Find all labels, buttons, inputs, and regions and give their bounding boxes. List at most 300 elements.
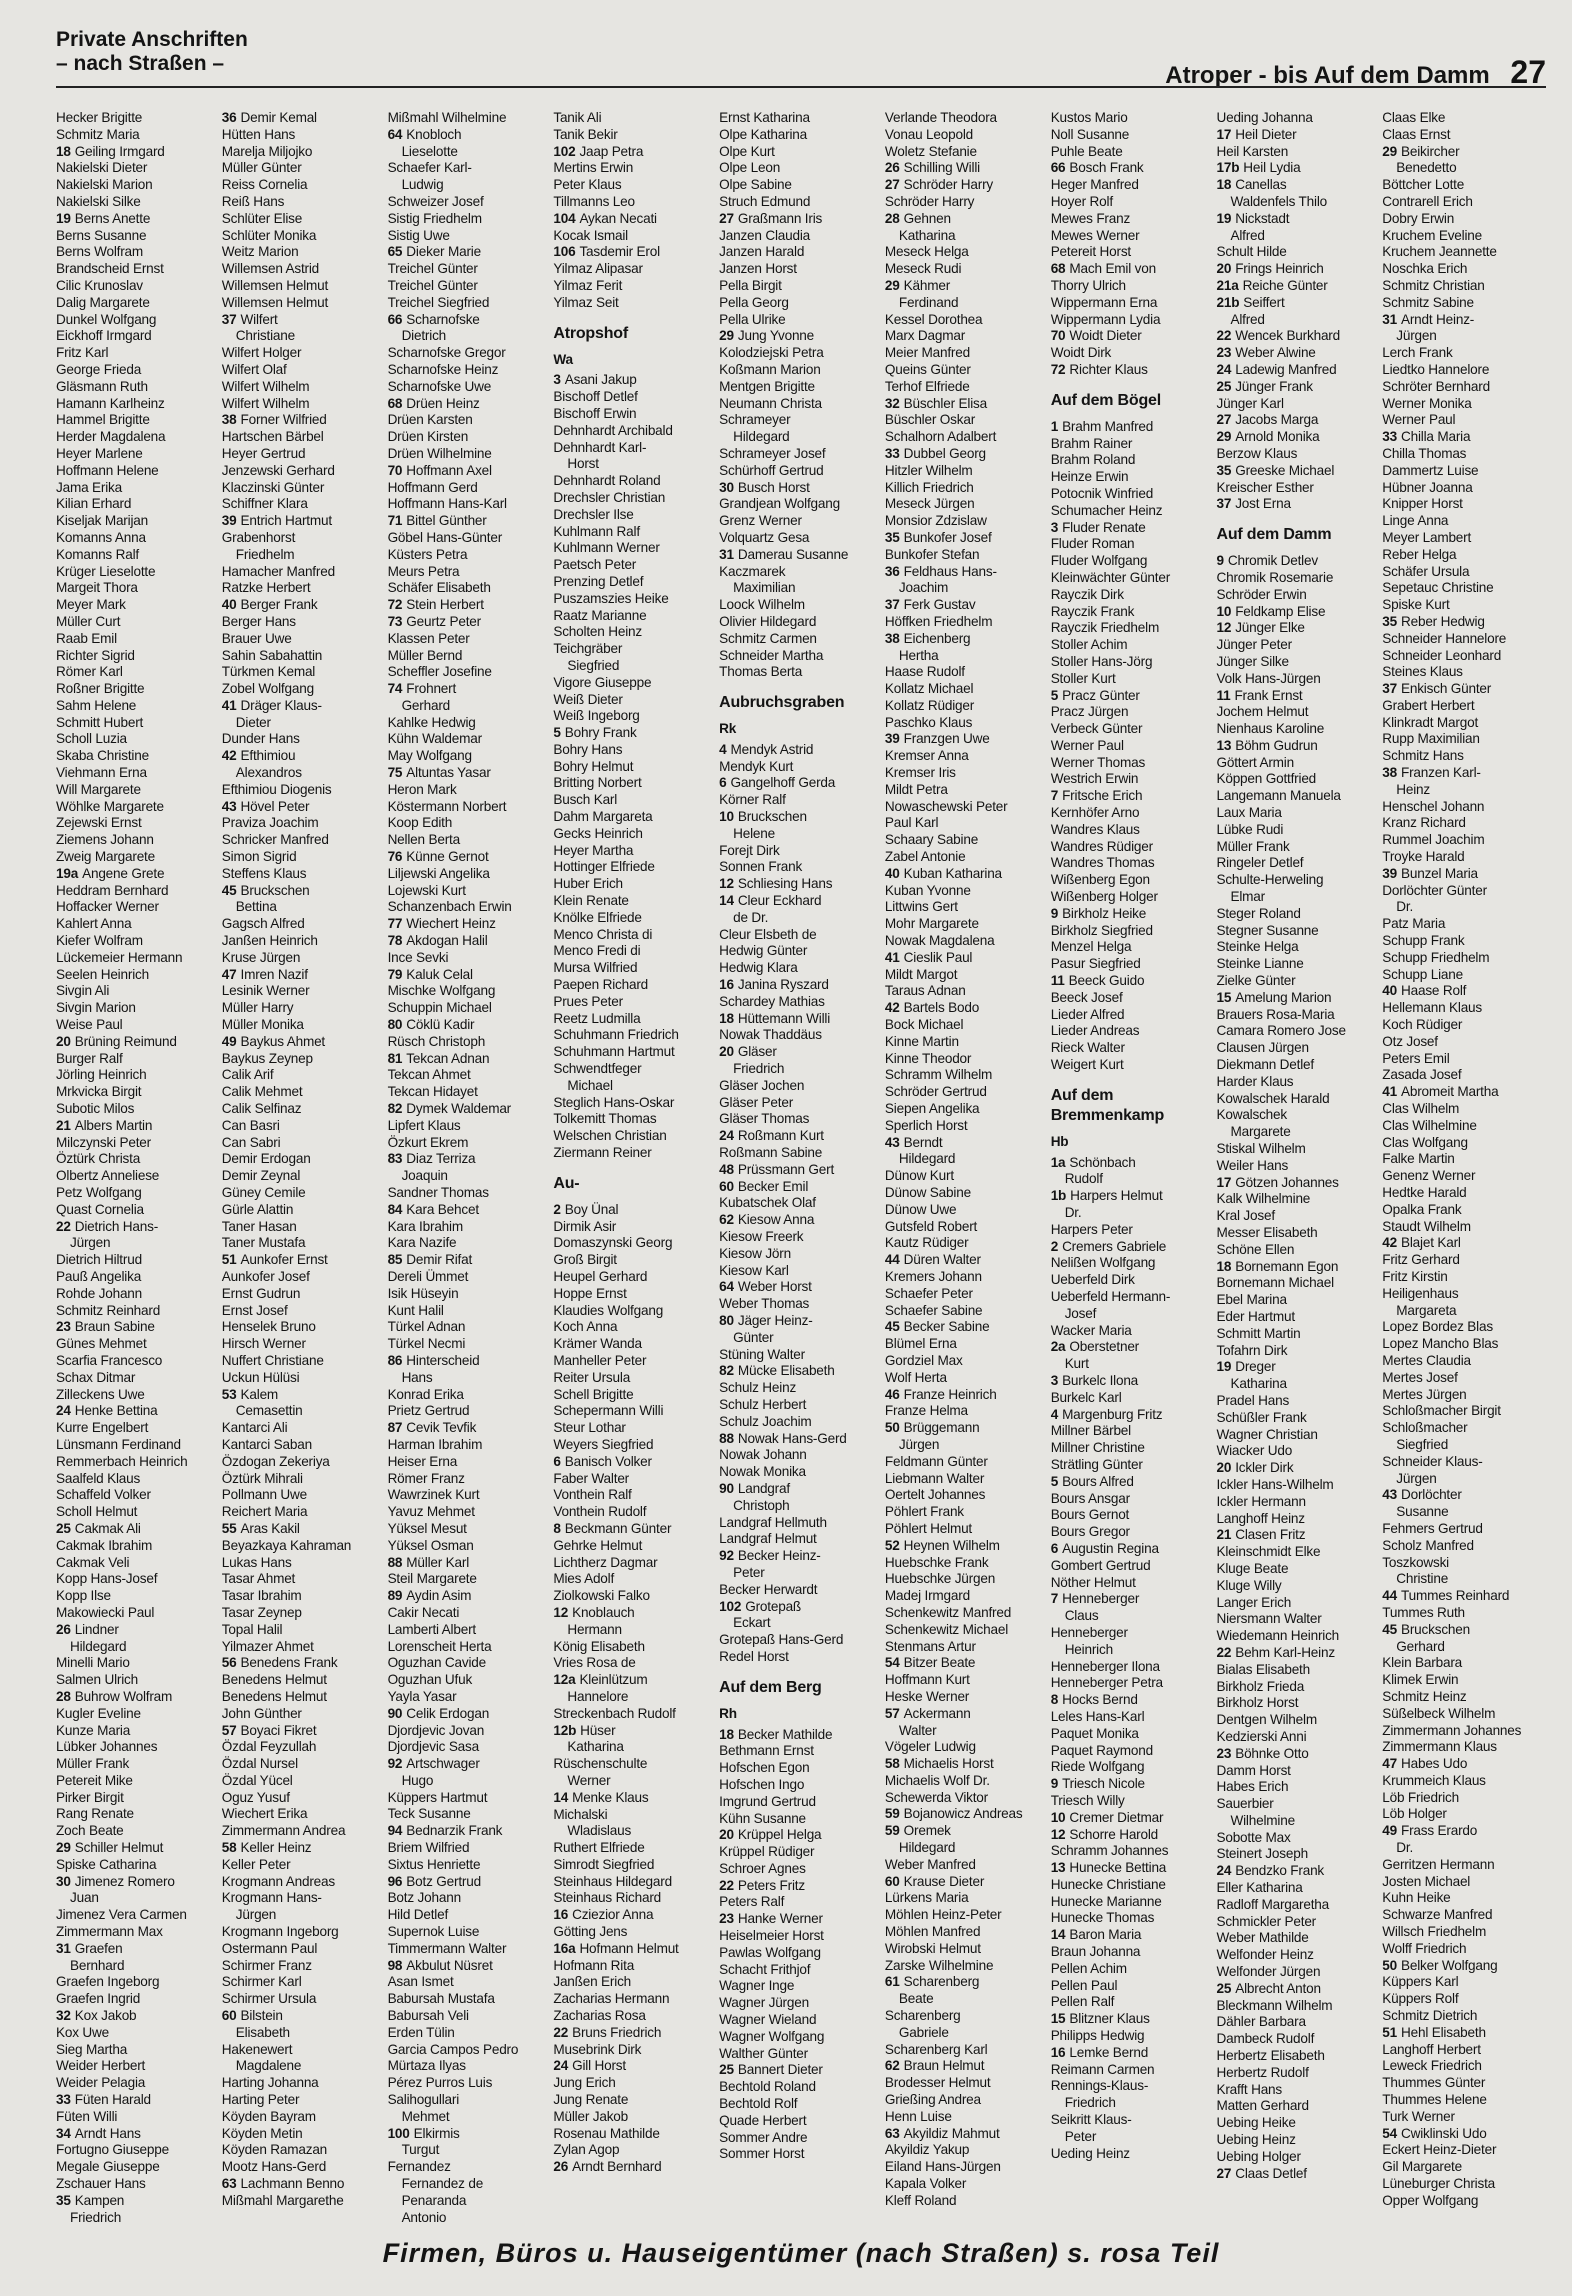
resident-entry — [222, 1252, 386, 1269]
resident-name: Weider Herbert — [56, 2058, 146, 2074]
resident-entry-continuation — [56, 1890, 220, 1907]
resident-name: Kopp Hans-Josef — [56, 1571, 158, 1587]
resident-name: Zylan Agop — [553, 2142, 620, 2158]
resident-name: Friedrich — [70, 2209, 122, 2225]
resident-entry — [719, 362, 883, 379]
house-number: 14 — [553, 1789, 569, 1805]
resident-entry — [553, 960, 717, 977]
resident-name: Margareta — [1396, 1302, 1457, 1318]
resident-entry — [1216, 570, 1380, 587]
resident-name: Eller Katharina — [1216, 1880, 1303, 1896]
house-number: 12 — [719, 876, 734, 892]
resident-entry — [553, 708, 717, 725]
resident-entry — [222, 244, 386, 261]
resident-name: Aras Kakil — [240, 1520, 300, 1536]
resident-entry — [388, 496, 552, 513]
resident-entry — [1216, 1275, 1380, 1292]
resident-entry — [388, 765, 552, 782]
resident-name: Sivgin Marion — [56, 1000, 136, 1016]
resident-entry — [1216, 1561, 1380, 1578]
resident-name: Hans — [401, 1369, 433, 1385]
resident-name: Müller Monika — [221, 1017, 304, 1033]
resident-name: Landgraf Helmut — [719, 1531, 817, 1547]
resident-entry — [56, 244, 220, 261]
resident-entry — [1216, 295, 1380, 312]
resident-entry — [885, 1286, 1049, 1303]
house-number: 85 — [387, 1252, 403, 1268]
resident-name: Redel Horst — [719, 1648, 789, 1664]
resident-name: Lopez Bordez Blas — [1382, 1319, 1493, 1335]
resident-name: Eckert Heinz-Dieter — [1382, 2142, 1497, 2158]
resident-entry — [553, 859, 717, 876]
resident-name: Boyaci Fikret — [240, 1722, 317, 1738]
resident-entry — [553, 624, 717, 641]
resident-name: Stiskal Wilhelm — [1216, 1141, 1306, 1157]
resident-entry-continuation — [1382, 1471, 1546, 1488]
resident-entry — [222, 1017, 386, 1034]
resident-entry — [719, 1515, 883, 1532]
resident-name: Füten Willi — [56, 2108, 118, 2124]
resident-entry — [388, 446, 552, 463]
resident-name: Marx Dagmar — [884, 328, 966, 344]
resident-entry — [719, 513, 883, 530]
resident-name: Waldenfels Thilo — [1230, 193, 1328, 209]
resident-name: Krummeich Klaus — [1382, 1772, 1486, 1788]
house-number: 54 — [1382, 2125, 1397, 2141]
resident-name: Heske Werner — [884, 1688, 970, 1704]
resident-name: Komanns Ralf — [56, 546, 139, 562]
resident-name: Opper Wolfgang — [1382, 2192, 1479, 2208]
resident-entry — [1051, 1007, 1215, 1024]
resident-name: Schmitz Dietrich — [1382, 2008, 1478, 2024]
resident-name: Menke Klaus — [572, 1789, 649, 1805]
house-number: 13 — [1216, 737, 1232, 753]
resident-entry — [1382, 1252, 1546, 1269]
house-number: 74 — [387, 681, 403, 697]
resident-name: Kaczmarek — [719, 563, 786, 579]
resident-entry — [553, 440, 717, 457]
resident-name: Frank Ernst — [1234, 687, 1303, 703]
resident-name: Scharnofske Heinz — [387, 361, 499, 377]
resident-entry — [885, 1403, 1049, 1420]
resident-name: Oertelt Johannes — [884, 1487, 986, 1503]
resident-entry — [1216, 1494, 1380, 1511]
resident-entry — [222, 681, 386, 698]
resident-name: Blümel Erna — [884, 1336, 957, 1352]
resident-name: Steglich Hans-Oskar — [553, 1094, 675, 1110]
resident-entry — [222, 228, 386, 245]
resident-name: Wippermann Lydia — [1050, 311, 1161, 327]
resident-entry — [1051, 1474, 1215, 1491]
resident-entry — [1382, 1655, 1546, 1672]
resident-entry — [56, 328, 220, 345]
resident-name: Dahm Margareta — [553, 809, 653, 825]
resident-entry — [56, 1706, 220, 1723]
resident-entry — [885, 429, 1049, 446]
resident-entry — [388, 1739, 552, 1756]
resident-entry — [56, 2159, 220, 2176]
resident-entry — [553, 2126, 717, 2143]
resident-entry — [553, 994, 717, 1011]
resident-entry — [222, 396, 386, 413]
house-number: 58 — [221, 1840, 237, 1856]
resident-name: Kantarci Ali — [221, 1420, 288, 1436]
resident-name: Mohr Margarete — [884, 916, 979, 932]
resident-entry — [222, 933, 386, 950]
resident-entry-continuation — [1382, 1639, 1546, 1656]
resident-entry — [388, 715, 552, 732]
resident-entry — [222, 144, 386, 161]
resident-name: Franzen Karl- — [1400, 765, 1481, 781]
house-number: 94 — [387, 1823, 403, 1839]
resident-entry — [1216, 1830, 1380, 1847]
house-number: 102 — [719, 1598, 742, 1614]
resident-entry — [1216, 1998, 1380, 2015]
resident-name: Rennings-Klaus- — [1050, 2078, 1149, 2094]
resident-entry — [553, 372, 717, 389]
resident-entry — [388, 1067, 552, 1084]
resident-name: Schirmer Ursula — [221, 1991, 317, 2007]
resident-entry — [885, 244, 1049, 261]
resident-name: Busch Karl — [553, 792, 618, 808]
resident-name: Vonthein Rudolf — [553, 1504, 647, 1520]
resident-entry — [388, 160, 552, 177]
resident-name: Fernandez de — [401, 2176, 484, 2192]
resident-name: Kiefer Wolfram — [56, 933, 143, 949]
resident-entry — [719, 1263, 883, 1280]
resident-name: Werner Monika — [1382, 395, 1472, 411]
resident-entry — [222, 1000, 386, 1017]
resident-name: Müller Karl — [406, 1554, 470, 1570]
resident-entry — [719, 1347, 883, 1364]
resident-entry — [56, 1571, 220, 1588]
resident-name: Werner Paul — [1382, 412, 1456, 428]
resident-entry — [56, 1874, 220, 1891]
resident-name: Salmen Ulrich — [56, 1672, 139, 1688]
resident-entry — [885, 1353, 1049, 1370]
resident-entry — [1382, 580, 1546, 597]
resident-entry — [1382, 916, 1546, 933]
resident-name: Gläser Thomas — [719, 1111, 810, 1127]
resident-entry — [388, 1907, 552, 1924]
resident-entry — [222, 463, 386, 480]
resident-entry — [1382, 1219, 1546, 1236]
resident-name: Prietz Gertrud — [387, 1403, 470, 1419]
house-number: 98 — [387, 1957, 403, 1973]
resident-name: Bours Gregor — [1050, 1524, 1130, 1540]
resident-name: Briem Wilfried — [387, 1840, 470, 1856]
resident-name: Demir Zeynal — [221, 1168, 301, 1184]
resident-entry — [222, 983, 386, 1000]
resident-name: Wladislaus — [567, 1823, 632, 1839]
resident-name: Canellas — [1235, 177, 1287, 193]
resident-entry — [388, 1017, 552, 1034]
resident-name: Körner Ralf — [719, 792, 786, 808]
resident-name: Olivier Hildegard — [719, 613, 817, 629]
resident-name: Knoblauch — [572, 1604, 635, 1620]
house-number: 62 — [719, 1212, 734, 1228]
resident-entry — [388, 2042, 552, 2059]
resident-entry — [1051, 1810, 1215, 1827]
resident-name: Nowaschewski Peter — [884, 798, 1008, 814]
house-number: 49 — [221, 1033, 237, 1049]
house-number: 96 — [387, 1873, 403, 1889]
resident-entry — [1051, 1675, 1215, 1692]
resident-name: Gläser Jochen — [719, 1077, 805, 1093]
resident-entry — [553, 389, 717, 406]
resident-entry-continuation — [1216, 1813, 1380, 1830]
resident-name: Ueberfeld Dirk — [1050, 1272, 1135, 1288]
resident-name: König Elisabeth — [553, 1638, 645, 1654]
resident-entry-continuation — [553, 1078, 717, 1095]
resident-name: Lieselotte — [401, 143, 458, 159]
resident-name: Becker Mathilde — [737, 1726, 833, 1742]
resident-entry — [1051, 721, 1215, 738]
resident-name: Madej Irmgard — [884, 1588, 970, 1604]
house-number: 29 — [719, 328, 734, 344]
resident-name: Kleinwächter Günter — [1050, 569, 1171, 585]
resident-name: Heynen Wilhelm — [903, 1537, 1000, 1553]
header-rule — [56, 86, 1546, 88]
resident-entry — [553, 1756, 717, 1773]
resident-name: Heil Dieter — [1235, 126, 1297, 142]
resident-entry — [885, 1890, 1049, 1907]
resident-entry — [1216, 1023, 1380, 1040]
resident-entry — [1051, 211, 1215, 228]
resident-entry — [1382, 765, 1546, 782]
resident-name: Messer Elisabeth — [1216, 1225, 1318, 1240]
resident-name: Bitzer Beate — [903, 1655, 976, 1671]
resident-entry — [388, 1034, 552, 1051]
resident-entry-continuation — [388, 1370, 552, 1387]
resident-entry — [1216, 1611, 1380, 1628]
resident-name: Pradel Hans — [1216, 1392, 1290, 1408]
resident-name: Schilling Willi — [903, 160, 980, 176]
resident-name: Brahm Manfred — [1062, 418, 1154, 434]
resident-name: Katharina — [1230, 1376, 1287, 1392]
resident-name: Joaquin — [401, 1168, 448, 1184]
resident-entry — [388, 614, 552, 631]
resident-entry — [553, 1807, 717, 1824]
resident-name: Heron Mark — [387, 781, 457, 797]
resident-name: Jünger Elke — [1235, 620, 1305, 636]
resident-name: Millner Bärbel — [1050, 1423, 1131, 1439]
resident-name: Jost Erna — [1235, 496, 1291, 512]
resident-name: Rupp Maximilian — [1382, 731, 1480, 747]
resident-entry — [885, 2109, 1049, 2126]
resident-name: Hübner Joanna — [1382, 479, 1473, 495]
resident-entry — [1216, 1763, 1380, 1780]
resident-name: Mertes Claudia — [1382, 1352, 1471, 1368]
house-number: 37 — [1382, 681, 1397, 697]
resident-entry — [388, 1051, 552, 1068]
resident-entry — [388, 681, 552, 698]
resident-name: Dräger Klaus- — [240, 697, 322, 713]
resident-entry — [222, 480, 386, 497]
resident-name: Botz Johann — [387, 1890, 461, 1906]
resident-name: Olpe Katharina — [719, 126, 808, 142]
resident-entry — [885, 1790, 1049, 1807]
resident-name: Schönbach — [1069, 1154, 1136, 1170]
resident-name: Zoch Beate — [56, 1823, 124, 1839]
resident-name: Kessel Dorothea — [884, 311, 983, 327]
resident-name: Woletz Stefanie — [884, 143, 977, 159]
resident-entry — [388, 597, 552, 614]
resident-name: Jenzewski Gerhard — [221, 462, 335, 478]
resident-entry — [56, 1454, 220, 1471]
resident-entry — [719, 530, 883, 547]
resident-entry — [553, 1420, 717, 1437]
resident-name: Özdogan Zekeriya — [221, 1453, 330, 1469]
house-number: 24 — [719, 1128, 734, 1144]
resident-entry — [56, 1857, 220, 1874]
resident-name: Sivgin Ali — [56, 983, 110, 999]
resident-entry — [553, 943, 717, 960]
house-number: 33 — [56, 2092, 71, 2108]
resident-name: Albrecht Anton — [1235, 1980, 1321, 1996]
resident-name: Henneberger Petra — [1050, 1675, 1163, 1691]
resident-name: Küppers Hartmut — [387, 1789, 488, 1805]
resident-name: Keller Peter — [221, 1856, 291, 1872]
resident-name: Demir Erdogan — [221, 1151, 311, 1167]
resident-entry — [885, 1051, 1049, 1068]
resident-entry — [553, 1370, 717, 1387]
resident-entry — [222, 1303, 386, 1320]
resident-name: Nuffert Christiane — [221, 1352, 324, 1368]
resident-entry — [1382, 1235, 1546, 1252]
resident-entry — [719, 1481, 883, 1498]
resident-entry — [719, 1464, 883, 1481]
resident-name: Birkholz Horst — [1216, 1695, 1299, 1711]
resident-name: Nellen Berta — [387, 832, 460, 848]
house-number: 37 — [884, 597, 900, 613]
resident-entry — [1216, 1662, 1380, 1679]
resident-name: Forner Wilfried — [240, 412, 327, 428]
resident-name: Dunkel Wolfgang — [56, 311, 157, 327]
resident-entry — [222, 379, 386, 396]
resident-entry — [719, 1894, 883, 1911]
resident-entry-continuation — [1382, 1840, 1546, 1857]
resident-entry — [1216, 1897, 1380, 1914]
resident-name: Heyer Marlene — [56, 445, 143, 461]
resident-name: Scholten Heinz — [553, 624, 642, 640]
resident-entry — [553, 261, 717, 278]
resident-entry — [222, 2109, 386, 2126]
resident-entry — [56, 547, 220, 564]
resident-name: Werner — [567, 1772, 611, 1788]
resident-name: Geurtz Peter — [406, 613, 481, 629]
resident-name: Olbertz Anneliese — [56, 1168, 160, 1184]
resident-entry — [1216, 1930, 1380, 1947]
resident-entry — [885, 2126, 1049, 2143]
resident-entry — [885, 866, 1049, 883]
resident-name: Grandjean Wolfgang — [719, 496, 840, 512]
resident-entry — [885, 1101, 1049, 1118]
resident-name: Braun Helmut — [903, 2058, 985, 2074]
resident-entry-continuation — [222, 328, 386, 345]
resident-entry — [56, 1991, 220, 2008]
resident-name: Liebmann Walter — [884, 1470, 985, 1486]
resident-name: Blitzner Klaus — [1069, 2011, 1150, 2027]
house-number: 48 — [719, 1161, 734, 1177]
resident-name: Mertes Josef — [1382, 1369, 1458, 1385]
resident-entry — [1382, 1370, 1546, 1387]
resident-name: Hunecke Bettina — [1069, 1860, 1167, 1876]
resident-name: Diekmann Detlef — [1216, 1057, 1314, 1073]
resident-name: Bours Gernot — [1050, 1507, 1130, 1523]
resident-name: Verlande Theodora — [884, 110, 997, 125]
resident-name: Fritz Kirstin — [1382, 1268, 1448, 1284]
resident-name: Siegfried — [567, 657, 620, 673]
resident-entry — [1382, 731, 1546, 748]
resident-name: Kuban Katharina — [903, 865, 1002, 881]
resident-entry — [885, 1974, 1049, 1991]
resident-name: Toszkowski — [1382, 1554, 1449, 1570]
resident-name: Gagsch Alfred — [221, 916, 305, 932]
resident-entry — [1216, 345, 1380, 362]
resident-name: Peter Klaus — [553, 177, 622, 193]
resident-name: Mischke Wolfgang — [387, 983, 496, 999]
resident-entry — [388, 127, 552, 144]
resident-name: Franze Helma — [884, 1403, 968, 1419]
resident-entry — [553, 1487, 717, 1504]
resident-name: Pasur Siegfried — [1050, 956, 1141, 972]
resident-name: Dorlöchter — [1400, 1487, 1462, 1503]
resident-entry — [1382, 1672, 1546, 1689]
house-number: 80 — [719, 1312, 734, 1328]
resident-entry — [388, 1303, 552, 1320]
house-number: 8 — [553, 1520, 561, 1536]
resident-name: Kahlke Hedwig — [387, 714, 476, 730]
resident-name: Riede Wolfgang — [1050, 1759, 1145, 1775]
resident-entry — [1216, 923, 1380, 940]
resident-name: Nowak Monika — [719, 1464, 806, 1480]
resident-name: Chromik Detlev — [1227, 553, 1318, 569]
resident-entry — [719, 312, 883, 329]
resident-name: Schröder Harry — [884, 193, 975, 209]
resident-name: Kolodziejski Petra — [719, 345, 824, 361]
resident-entry — [56, 748, 220, 765]
resident-name: Wiechert Erika — [221, 1806, 308, 1822]
resident-name: Dambeck Rudolf — [1216, 2031, 1315, 2047]
resident-entry — [719, 496, 883, 513]
resident-entry — [222, 1286, 386, 1303]
resident-name: Schüßler Frank — [1216, 1409, 1307, 1425]
resident-entry — [1051, 1390, 1215, 1407]
resident-entry — [885, 211, 1049, 228]
resident-entry — [553, 2159, 717, 2176]
resident-entry — [1216, 2031, 1380, 2048]
resident-name: Sommer Horst — [719, 2146, 805, 2162]
resident-entry — [719, 446, 883, 463]
resident-name: Bartels Bodo — [903, 1000, 980, 1016]
resident-entry — [885, 2042, 1049, 2059]
resident-entry — [56, 1672, 220, 1689]
resident-entry — [1382, 1790, 1546, 1807]
resident-entry — [1051, 553, 1215, 570]
resident-name: Schramm Wilhelm — [884, 1067, 993, 1083]
resident-name: Sahin Sabahattin — [221, 647, 323, 663]
house-number: 53 — [221, 1386, 237, 1402]
resident-name: Klaudies Wolfgang — [553, 1302, 664, 1318]
resident-name: Knipper Horst — [1382, 496, 1463, 512]
resident-entry — [222, 1790, 386, 1807]
resident-name: Schmitz Christian — [1382, 277, 1485, 293]
resident-entry — [222, 1991, 386, 2008]
resident-entry — [1382, 597, 1546, 614]
resident-entry — [1216, 2149, 1380, 2166]
resident-name: Staudt Wilhelm — [1382, 1218, 1471, 1234]
